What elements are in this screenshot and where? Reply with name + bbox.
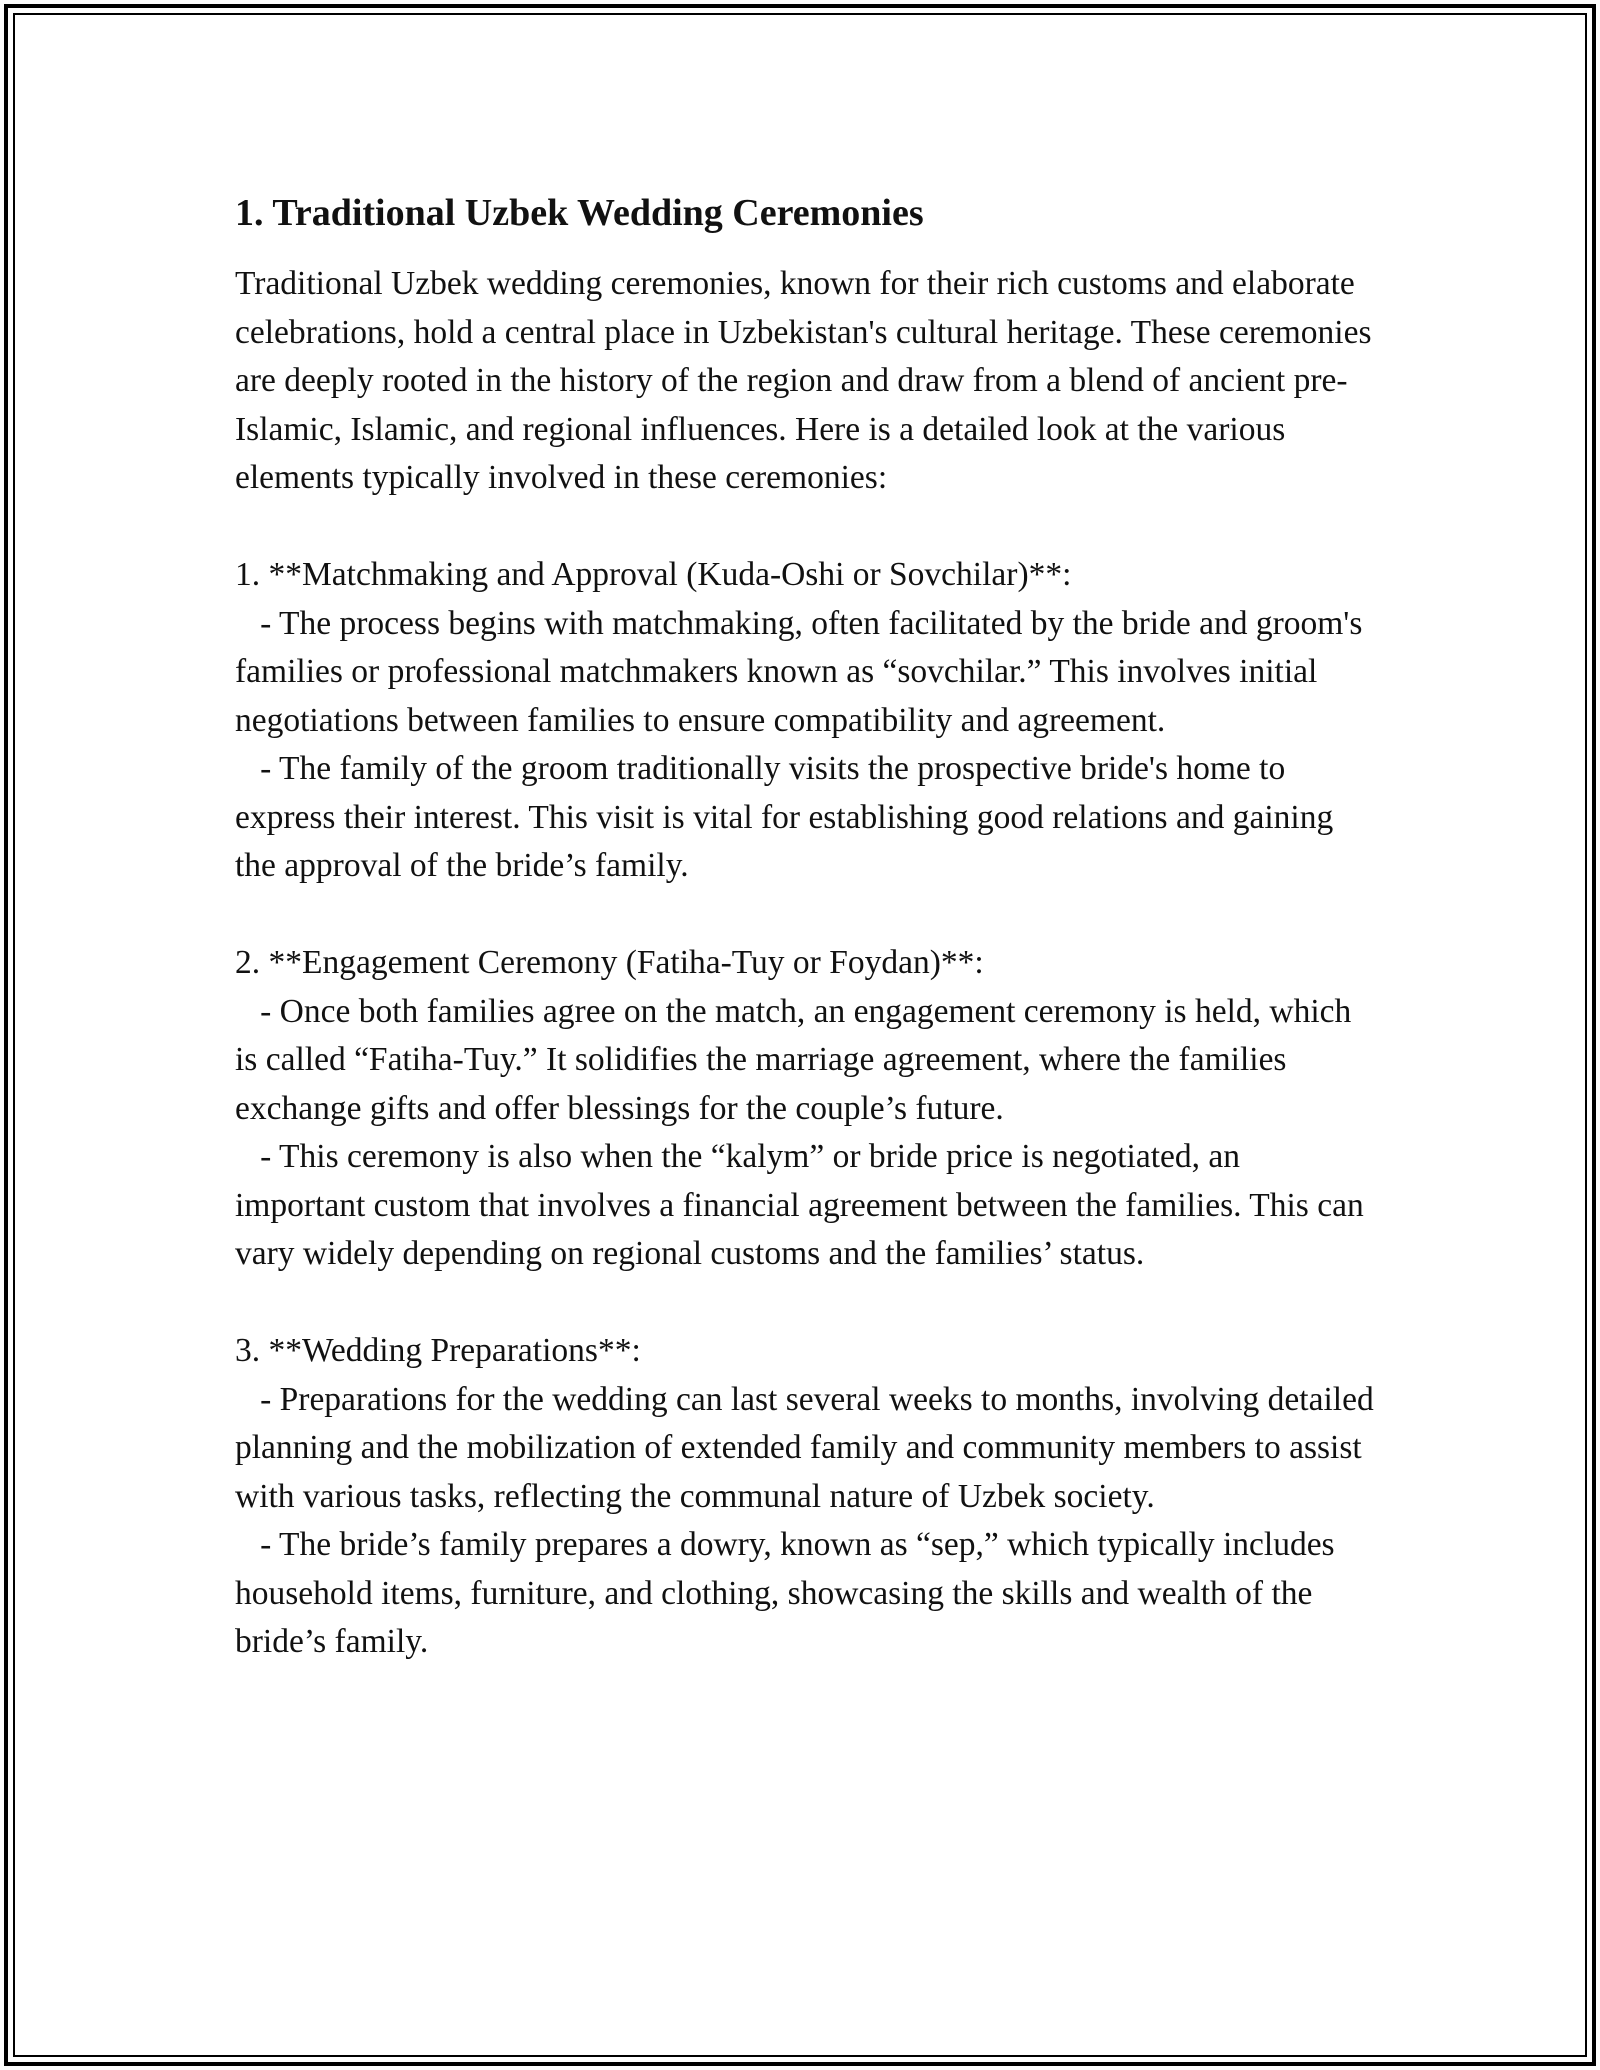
section-engagement — [235, 939, 1375, 1279]
paragraph-gap — [235, 503, 1375, 552]
section-item: - The process begins with matchmaking, often facilitated by the bride and groom's families or professional matchmakers known as “sovchilar.” This involves initial negotiations between families to ensure compatibility and agreement. — [235, 604, 1363, 739]
section-heading: 2. **Engagement Ceremony (Fatiha-Tuy or Foydan)**: — [235, 944, 984, 981]
intro-paragraph: Traditional Uzbek wedding ceremonies, known for their rich customs and elaborate celebrations, hold a central place in Uzbekistan's cultural heritage. These ceremonies are deeply rooted in the history of the region and draw from a blend of ancient pre-Islamic, Islamic, and regional influences. Here is a detailed look at the various elements typically involved in these ceremonies: — [235, 265, 1372, 496]
section-matchmaking — [235, 551, 1375, 891]
document-title: 1. Traditional Uzbek Wedding Ceremonies — [235, 192, 924, 234]
paragraph-gap — [235, 1279, 1375, 1328]
section-heading: 3. **Wedding Preparations**: — [235, 1332, 641, 1369]
section-item: - This ceremony is also when the “kalym” or bride price is negotiated, an important custom that involves a financial agreement between the families. This can vary widely depending on regional customs and the families’ status. — [235, 1138, 1364, 1272]
paragraph-gap — [235, 891, 1375, 940]
section-item: - The bride’s family prepares a dowry, known as “sep,” which typically includes household items, furniture, and clothing, showcasing the skills and wealth of the bride’s family. — [235, 1526, 1335, 1660]
section-heading: 1. **Matchmaking and Approval (Kuda-Oshi or Sovchilar)**: — [235, 556, 1072, 593]
section-item: - Once both families agree on the match, an engagement ceremony is held, which is called “Fatiha-Tuy.” It solidifies the marriage agreement, where the families exchange gifts and offer blessings for the couple’s future. — [235, 992, 1352, 1127]
section-item: - Preparations for the wedding can last several weeks to months, involving detailed planning and the mobilization of extended family and community members to assist with various tasks, reflecting the communal nature of Uzbek society. — [235, 1380, 1374, 1515]
document-body — [235, 188, 1375, 1667]
section-item: - The family of the groom traditionally visits the prospective bride's home to express their interest. This visit is vital for establishing good relations and gaining the approval of the bride’s family. — [235, 750, 1334, 884]
section-wedding-preparations — [235, 1327, 1375, 1667]
